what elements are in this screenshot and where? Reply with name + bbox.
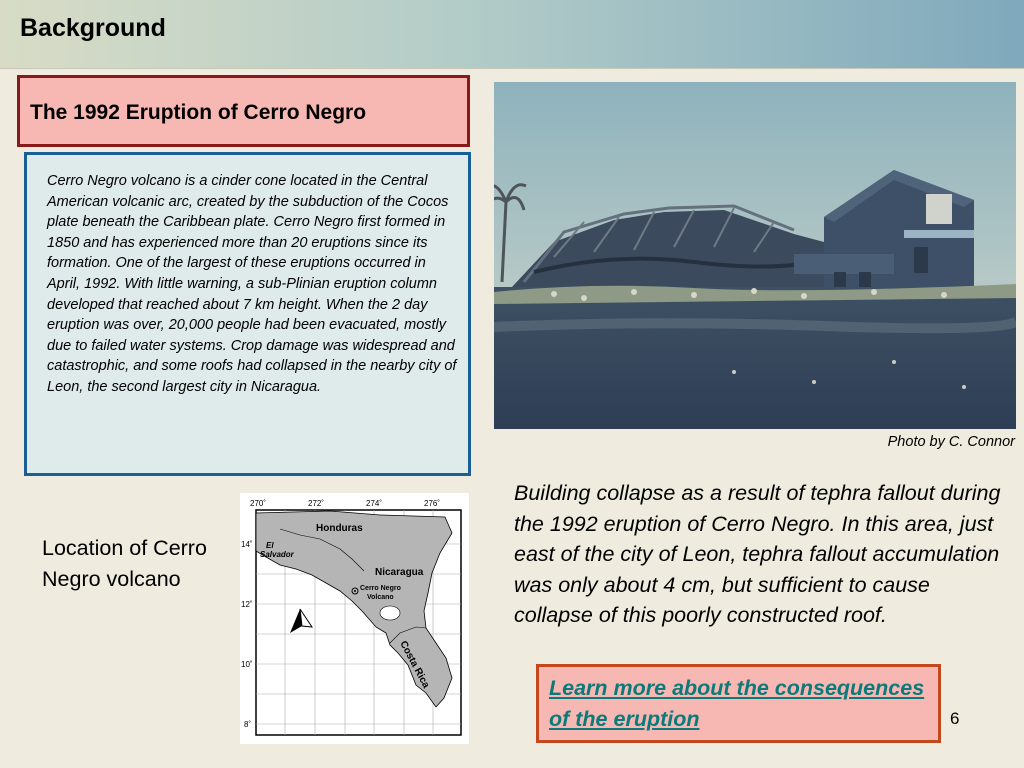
- slide-number: 6: [950, 709, 960, 728]
- lon-tick-label: 270˚: [250, 499, 267, 508]
- lon-tick-label: 274˚: [366, 499, 383, 508]
- learn-more-box: [536, 664, 941, 743]
- heading-box: [17, 75, 470, 147]
- map-country-honduras: Honduras: [316, 523, 363, 534]
- description-text: Cerro Negro volcano is a cinder cone located in the Central American volcanic arc, created by the subduction of the Cocos plate beneath the Caribbean plate. Cerro Negro first formed in 1850 and has experienced more than 20 eruptions since its formation. One of the largest of these eruptions occurred in April, 1992. With little warning, a sub-Plinian eruption column developed that reached about 7 km height. When the 2 day eruption was over, 20,000 people had been evacuated, mostly due to failed water systems. Crop damage was widespread and catastrophic, and some roofs had collapsed in the nearby city of Leon, the second largest city in Nicaragua.: [47, 173, 457, 395]
- map-label: Location of Cerro Negro volcano: [42, 536, 207, 591]
- slide-heading: The 1992 Eruption of Cerro Negro: [30, 101, 367, 124]
- photo-caption: Building collapse as a result of tephra fallout during the 1992 eruption of Cerro Negro. In this area, just east of the city of Leon, tephra fallout accumulation was only about 4 cm, but sufficient to cause collapse of this poorly constructed roof.: [514, 481, 1001, 627]
- photo-credit: Photo by C. Connor: [887, 434, 1015, 450]
- lat-tick-label: 12˚: [241, 600, 253, 609]
- volcano-label: Volcano: [367, 594, 394, 601]
- lon-tick-label: 276˚: [424, 499, 441, 508]
- volcano-label: Cerro Negro: [360, 585, 401, 592]
- collapsed-building-photo: [494, 82, 1016, 429]
- description-box: [24, 152, 471, 476]
- map-country-costa-rica: Costa Rica: [397, 639, 432, 691]
- lat-tick-label: 10˚: [241, 660, 253, 669]
- map-country-el-salvador: El: [266, 541, 274, 550]
- learn-more-link[interactable]: Learn more about the consequences of the eruption: [549, 676, 925, 731]
- lat-tick-label: 14˚: [241, 540, 253, 549]
- lat-tick-label: 8˚: [244, 720, 252, 729]
- lon-tick-label: 272˚: [308, 499, 325, 508]
- location-map: [240, 493, 469, 744]
- map-country-nicaragua: Nicaragua: [375, 567, 424, 578]
- section-title: Background: [20, 14, 166, 42]
- map-country-el-salvador: Salvador: [260, 550, 294, 559]
